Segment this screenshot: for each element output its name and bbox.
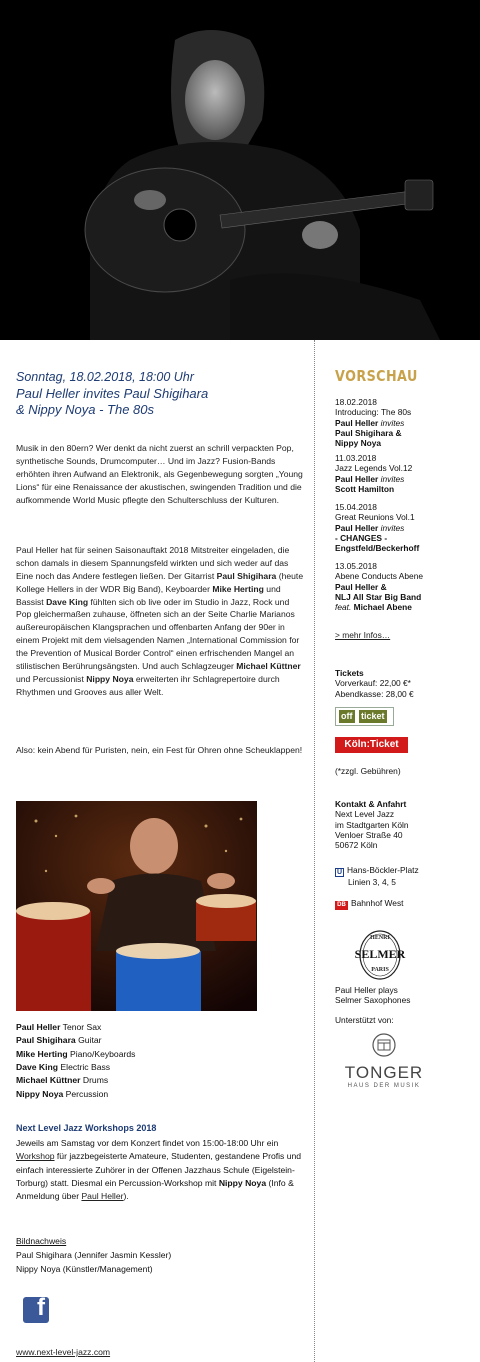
- preview-title: Jazz Legends Vol.12: [335, 463, 413, 474]
- contact-line: im Stadtgarten Köln: [335, 819, 409, 830]
- offticket-right: ticket: [361, 711, 385, 721]
- ubahn-lines: Linien 3, 4, 5: [348, 877, 396, 887]
- intro-paragraph: Musik in den 80ern? Wer denkt da nicht zuerst an schrill verpackten Pop, synthetische Sounds, Drumcomputer… Und im Jazz? Fusion-Bands erhöhten ihren Aufwand an Elektronik, als Gegenbewegung sorgten „Young Lions“ für eine Renaissance der akustischen, swingenden Tradition und die aufkommende World Music pflegte den Schulterschluss der Kulturen.: [16, 443, 303, 505]
- koelnticket-logo[interactable]: Köln:Ticket: [335, 737, 408, 753]
- preview-title: Introducing: The 80s: [335, 407, 412, 418]
- db-info: [335, 898, 475, 910]
- host-name: Paul Heller &: [335, 581, 387, 592]
- credit-line: Paul Shigihara (Jennifer Jasmin Kessler): [16, 1250, 172, 1261]
- musician-name: Nippy Noya: [16, 1088, 64, 1099]
- text-segment: und Bassist: [16, 583, 281, 607]
- lineup-item: [16, 1034, 304, 1047]
- selmer-bot: PARIS: [371, 967, 389, 973]
- selmer-text: [335, 985, 475, 1006]
- host-verb: invites: [378, 473, 405, 484]
- contact-line: Venloer Straße 40: [335, 829, 403, 840]
- preview-host: [335, 474, 475, 484]
- tickets-heading: Tickets: [335, 668, 364, 678]
- contact-line: 50672 Köln: [335, 840, 378, 850]
- fees-note: (*zzgl. Gebühren): [335, 766, 401, 776]
- musician-name: Mike Herting: [16, 1048, 68, 1059]
- host-verb: invites: [378, 522, 405, 533]
- lineup-item: [16, 1074, 304, 1087]
- credits-heading: Bildnachweis: [16, 1236, 67, 1246]
- musician-name: Paul Heller: [16, 1022, 61, 1032]
- lineup-list: [16, 1021, 304, 1101]
- lineup-item: [16, 1088, 304, 1101]
- contact-section: [335, 799, 475, 850]
- website-link[interactable]: www.next-level-jazz.com: [16, 1347, 111, 1357]
- instrument: Electric Bass: [60, 1061, 111, 1072]
- supported-by: Unterstützt von:: [335, 1015, 394, 1025]
- musician-name: Dave King: [16, 1061, 59, 1072]
- ubahn-icon: U: [336, 869, 343, 876]
- text-segment: (heute Kollege Hellers in der WDR Big Band), Keyboarder: [16, 570, 304, 594]
- offticket-logo[interactable]: [335, 707, 394, 726]
- ubahn-stop: Hans-Böckler-Platz: [347, 865, 419, 875]
- event-title-line-2: & Nippy Noya - The 80s: [16, 401, 155, 417]
- hero-photo-guitarist: [0, 0, 480, 340]
- offticket-left: off: [341, 711, 353, 721]
- preview-item: [335, 453, 475, 494]
- text-segment: ).: [123, 1191, 129, 1202]
- text-segment: Paul Heller hat für seinen Saisonauftakt 2018 Mitstreiter eingeladen, die schon damals in diesem Spannungsfeld wirkten und sich weder auf das Eine noch das Andere festlegen ließen. Der Gitarrist: [16, 545, 290, 581]
- lineup-item: [16, 1021, 304, 1034]
- artist-name: Paul Shigihara: [216, 570, 277, 581]
- tickets-section: [335, 668, 475, 699]
- workshop-text: [16, 1137, 304, 1204]
- guest-name: - CHANGES -: [335, 532, 388, 543]
- percussionist-photo: [16, 801, 257, 1011]
- selmer-logo[interactable]: [344, 925, 416, 983]
- tonger-subtitle: HAUS DER MUSIK: [347, 1082, 421, 1089]
- lineup-paragraph: [16, 544, 304, 699]
- contact-heading: Kontakt & Anfahrt: [335, 799, 407, 809]
- event-date: Sonntag, 18.02.2018, 18:00 Uhr: [16, 370, 194, 384]
- musician-name: Michael Küttner: [16, 1075, 81, 1086]
- guest-name: Nippy Noya: [335, 438, 382, 448]
- selmer-line: Selmer Saxophones: [335, 995, 411, 1006]
- db-station: Bahnhof West: [351, 898, 404, 908]
- preview-title: Abene Conducts Abene: [335, 571, 424, 582]
- credit-line: Nippy Noya (Künstler/Management): [16, 1264, 153, 1275]
- facebook-icon[interactable]: f: [23, 1297, 49, 1323]
- preview-title: Great Reunions Vol.1: [335, 512, 415, 523]
- column-divider: [314, 340, 315, 1362]
- instrument: Guitar: [78, 1035, 102, 1046]
- guest-name: Paul Shigihara &: [335, 427, 402, 438]
- instrument: Percussion: [65, 1088, 109, 1099]
- feat-label: feat.: [335, 602, 354, 612]
- guest-name: NLJ All Star Big Band: [335, 591, 422, 602]
- preview-item: [335, 502, 475, 553]
- paul-heller-link[interactable]: Paul Heller: [81, 1191, 124, 1202]
- closing-paragraph: Also: kein Abend für Puristen, nein, ein Fest für Ohren ohne Scheuklappen!: [16, 745, 303, 755]
- guest-name: Engstfeld/Beckerhoff: [335, 543, 420, 553]
- artist-name: Dave King: [46, 596, 89, 607]
- host-name: Paul Heller: [335, 522, 379, 533]
- text-segment: für jazzbegeisterte Amateure, Studenten, gestandene Profis und einfach interessierte Zuhörer in der Offenen Jazzhaus Schule (Eigelstein-Torburg) statt. Diesmal ein Percussion-Workshop mit: [16, 1151, 302, 1188]
- preview-host: [335, 523, 475, 533]
- guest-name: Michael Abene: [353, 602, 412, 612]
- presale-price: Vorverkauf: 22,00 €*: [335, 678, 411, 689]
- preview-item: [335, 561, 475, 612]
- preview-date: 13.05.2018: [335, 561, 377, 571]
- workshop-link[interactable]: Workshop: [16, 1151, 55, 1162]
- workshop-title: Next Level Jazz Workshops 2018: [16, 1123, 157, 1133]
- text-segment: Jeweils am Samstag vor dem Konzert findet von 15:00-18:00 Uhr ein: [16, 1138, 279, 1148]
- preview-date: 18.02.2018: [335, 397, 377, 407]
- musician-name: Paul Shigihara: [16, 1035, 76, 1046]
- guest-name: Scott Hamilton: [335, 483, 395, 494]
- artist-name: Mike Herting: [212, 583, 264, 594]
- tonger-logo[interactable]: [344, 1033, 424, 1089]
- host-name: Paul Heller: [335, 417, 379, 428]
- text-segment: fühlten sich ob live oder im Studio in Jazz, Rock und Pop gleichermaßen zuhause, öffneten sich an der Seite Charlie Marianos außereuropäischen Klangsprachen und offenbarten Anfang der 90er in einem Projekt mit dem vielsagenden Namen „International Commission for the Prevention of Musical Border Control“ einen erfrischenden Mangel an stilistischen Berührungsängsten. Und auch Schlagzeuger: [16, 596, 300, 672]
- instrument: Drums: [82, 1075, 109, 1086]
- more-info-link[interactable]: > mehr Infos…: [335, 630, 391, 640]
- host-name: Paul Heller: [335, 473, 379, 484]
- event-title-line-1: Paul Heller invites Paul Shigihara: [16, 385, 209, 401]
- tonger-name: TONGER: [344, 1062, 424, 1082]
- preview-date: 11.03.2018: [335, 453, 377, 463]
- lineup-item: [16, 1048, 304, 1061]
- lineup-item: [16, 1061, 304, 1074]
- selmer-mid: SELMER: [354, 947, 406, 961]
- text-segment: erweiterten ihr Schlagrepertoire durch Rhythmen und Grooves aus aller Welt.: [16, 673, 280, 697]
- selmer-top: HENRI: [370, 935, 390, 941]
- artist-name: Nippy Noya: [86, 673, 134, 684]
- artist-name: Nippy Noya: [218, 1177, 267, 1188]
- instrument: Tenor Sax: [62, 1022, 102, 1032]
- artist-name: Michael Küttner: [236, 661, 301, 672]
- text-segment: (Info & Anmeldung über: [16, 1177, 294, 1202]
- photo-credits: [16, 1234, 171, 1277]
- ubahn-info: [335, 865, 475, 887]
- preview-heading: VORSCHAU: [335, 367, 418, 385]
- text-segment: und Percussionist: [16, 673, 87, 684]
- contact-line: Next Level Jazz: [335, 809, 395, 820]
- instrument: Piano/Keyboards: [69, 1048, 136, 1059]
- preview-date: 15.04.2018: [335, 502, 377, 512]
- event-content: [16, 370, 304, 755]
- boxoffice-price: Abendkasse: 28,00 €: [335, 688, 414, 699]
- selmer-line: Paul Heller plays: [335, 985, 398, 995]
- preview-item: [335, 397, 475, 448]
- tonger-emblem-icon: [372, 1033, 396, 1057]
- db-icon: DB: [335, 901, 348, 910]
- host-verb: invites: [378, 417, 405, 428]
- preview-host: [335, 418, 475, 428]
